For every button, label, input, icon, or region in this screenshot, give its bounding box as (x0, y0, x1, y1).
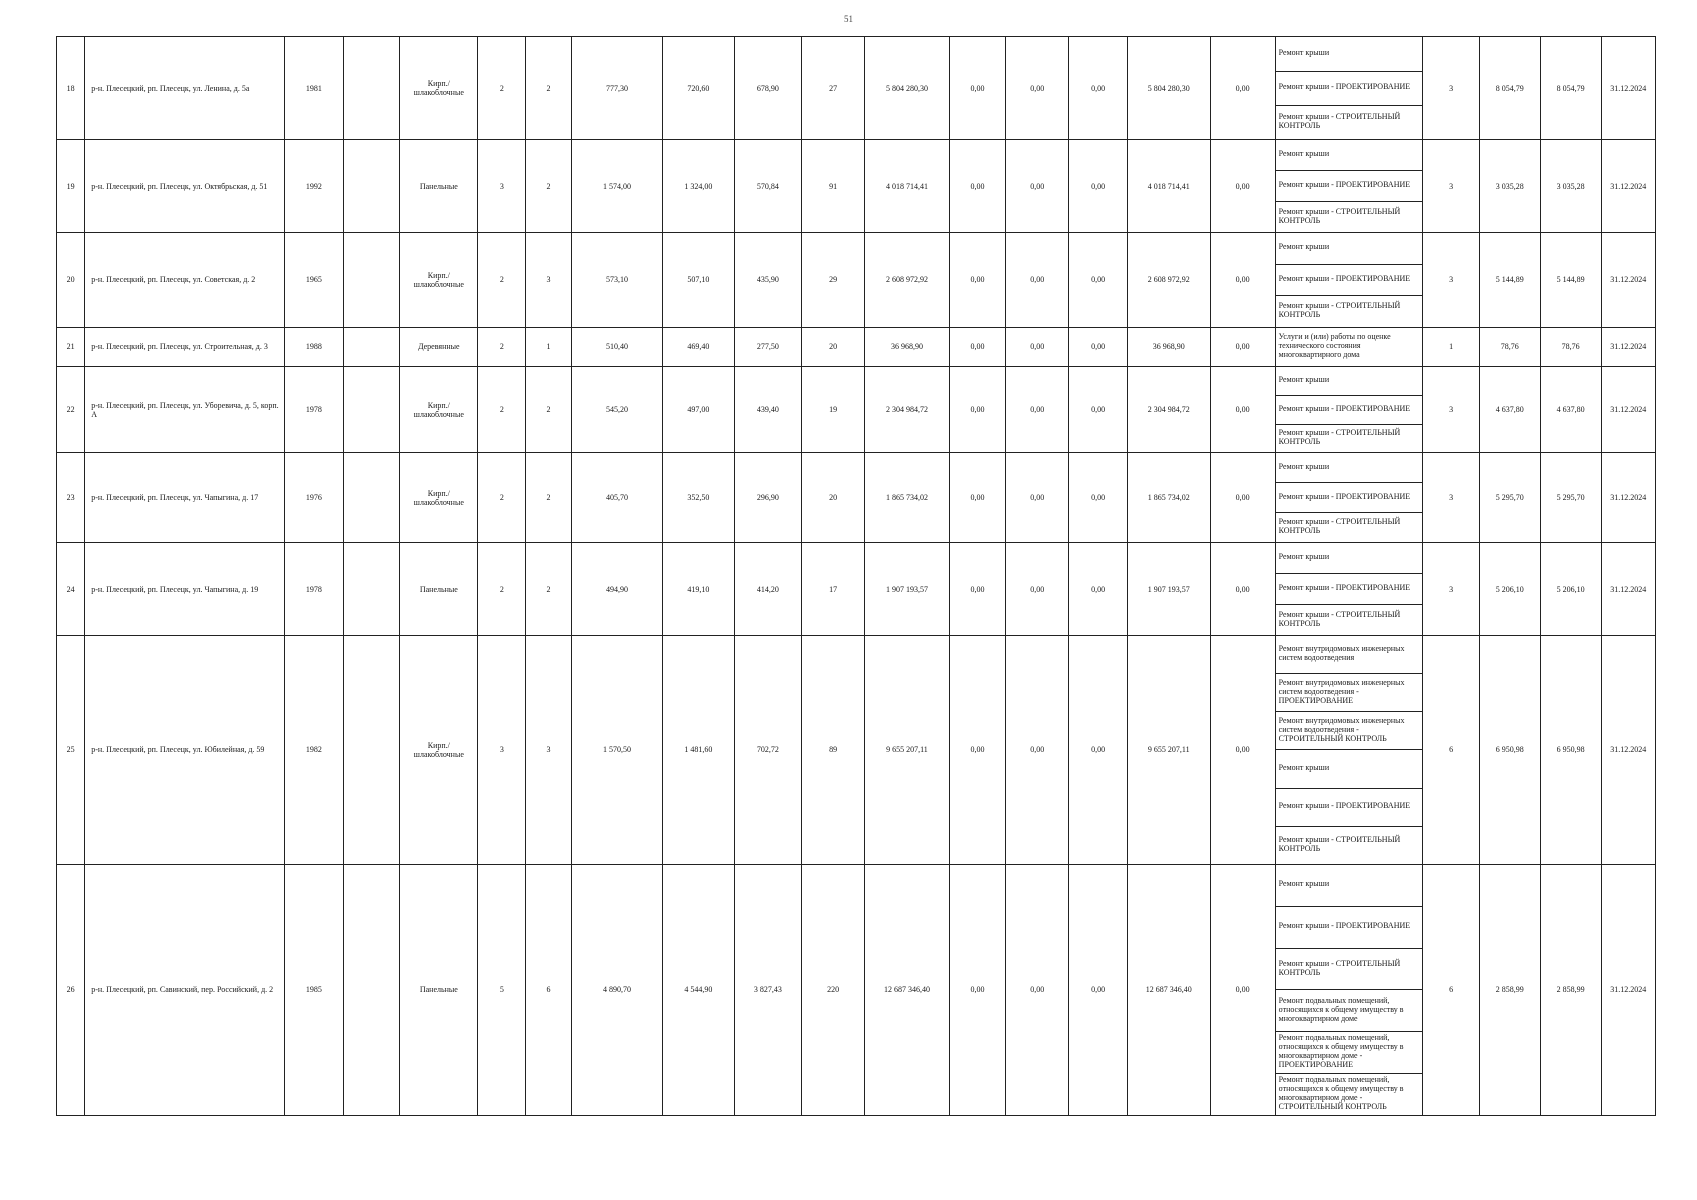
unit-cost-max-cell: 78,76 (1540, 327, 1601, 367)
row-number: 18 (57, 37, 85, 140)
unit-cost-cell: 4 637,80 (1479, 367, 1540, 453)
cost-regional-cell: 0,00 (1006, 367, 1069, 453)
unit-cost-cell: 2 858,99 (1479, 864, 1540, 1115)
year-built-cell: 1988 (285, 327, 344, 367)
row-number: 22 (57, 367, 85, 453)
cost-other-cell: 0,00 (1210, 327, 1275, 367)
work-item: Ремонт крыши - СТРОИТЕЛЬНЫЙ КОНТРОЛЬ (1276, 826, 1423, 864)
wall-material-cell: Кирп./ шлакоблочные (400, 367, 478, 453)
works-cell (1275, 543, 1423, 635)
unit-cost-max-cell: 5 206,10 (1540, 543, 1601, 635)
works-cell (1275, 864, 1423, 1115)
cost-other-cell: 0,00 (1210, 140, 1275, 232)
works-list (1276, 453, 1423, 542)
work-item: Ремонт крыши - ПРОЕКТИРОВАНИЕ (1276, 264, 1423, 296)
last-repair-year-cell (343, 367, 399, 453)
unit-cost-cell: 3 035,28 (1479, 140, 1540, 232)
unit-cost-cell: 8 054,79 (1479, 37, 1540, 140)
cost-total-cell: 1 907 193,57 (865, 543, 950, 635)
work-item: Ремонт крыши (1278, 375, 1330, 385)
year-built-cell: 1978 (285, 543, 344, 635)
works-count-cell: 6 (1423, 635, 1479, 864)
area-total-cell: 405,70 (571, 453, 662, 543)
works-cell (1275, 140, 1423, 232)
work-item: Ремонт внутридомовых инженерных систем водоотведения - ПРОЕКТИРОВАНИЕ (1276, 673, 1423, 711)
table-row (57, 864, 1656, 1115)
area-total-cell: 573,10 (571, 232, 662, 327)
entrances-cell: 2 (526, 543, 572, 635)
works-count-cell: 3 (1423, 37, 1479, 140)
work-item: Ремонт крыши - ПРОЕКТИРОВАНИЕ (1276, 906, 1423, 948)
works-cell (1275, 37, 1423, 140)
cost-other-cell: 0,00 (1210, 232, 1275, 327)
deadline-cell: 31.12.2024 (1601, 327, 1655, 367)
deadline-cell: 31.12.2024 (1601, 453, 1655, 543)
table-row (57, 140, 1656, 232)
area-residential-cell: 435,90 (734, 232, 801, 327)
area-living-cell: 720,60 (663, 37, 735, 140)
cost-federal-cell: 0,00 (949, 232, 1005, 327)
cost-local-cell: 0,00 (1069, 140, 1128, 232)
works-count-cell: 1 (1423, 327, 1479, 367)
last-repair-year-cell (343, 543, 399, 635)
last-repair-year-cell (343, 232, 399, 327)
floors-cell: 3 (478, 635, 526, 864)
works-cell (1275, 453, 1423, 543)
residents-cell: 19 (802, 367, 865, 453)
cost-federal-cell: 0,00 (949, 453, 1005, 543)
cost-total-cell: 12 687 346,40 (865, 864, 950, 1115)
year-built-cell: 1978 (285, 367, 344, 453)
cost-total-cell: 1 865 734,02 (865, 453, 950, 543)
cost-owners-cell: 9 655 207,11 (1127, 635, 1210, 864)
work-item: Ремонт крыши - СТРОИТЕЛЬНЫЙ КОНТРОЛЬ (1276, 105, 1423, 140)
deadline-cell: 31.12.2024 (1601, 140, 1655, 232)
address-cell: р-н. Плесецкий, рп. Плесецк, ул. Октябрьская, д. 51 (85, 140, 285, 232)
cost-other-cell: 0,00 (1210, 864, 1275, 1115)
works-count-cell: 3 (1423, 140, 1479, 232)
entrances-cell: 2 (526, 367, 572, 453)
address-cell: р-н. Плесецкий, рп. Плесецк, ул. Строительная, д. 3 (85, 327, 285, 367)
table-row (57, 37, 1656, 140)
cost-local-cell: 0,00 (1069, 367, 1128, 453)
wall-material-cell: Панельные (400, 864, 478, 1115)
cost-regional-cell: 0,00 (1006, 327, 1069, 367)
row-number: 21 (57, 327, 85, 367)
year-built-cell: 1982 (285, 635, 344, 864)
entrances-cell: 3 (526, 232, 572, 327)
cost-local-cell: 0,00 (1069, 635, 1128, 864)
work-item: Ремонт крыши (1278, 461, 1330, 471)
work-item: Ремонт крыши (1278, 47, 1330, 57)
works-list (1276, 37, 1423, 139)
unit-cost-max-cell: 6 950,98 (1540, 635, 1601, 864)
last-repair-year-cell (343, 140, 399, 232)
work-item: Ремонт крыши - ПРОЕКТИРОВАНИЕ (1276, 573, 1423, 604)
area-total-cell: 494,90 (571, 543, 662, 635)
unit-cost-cell: 5 206,10 (1479, 543, 1540, 635)
cost-total-cell: 2 304 984,72 (865, 367, 950, 453)
area-total-cell: 1 570,50 (571, 635, 662, 864)
cost-owners-cell: 1 865 734,02 (1127, 453, 1210, 543)
unit-cost-max-cell: 5 144,89 (1540, 232, 1601, 327)
cost-other-cell: 0,00 (1210, 543, 1275, 635)
entrances-cell: 6 (526, 864, 572, 1115)
table-row (57, 453, 1656, 543)
cost-owners-cell: 2 304 984,72 (1127, 367, 1210, 453)
area-total-cell: 545,20 (571, 367, 662, 453)
works-list (1276, 140, 1423, 231)
deadline-cell: 31.12.2024 (1601, 37, 1655, 140)
cost-owners-cell: 5 804 280,30 (1127, 37, 1210, 140)
unit-cost-max-cell: 3 035,28 (1540, 140, 1601, 232)
cost-total-cell: 9 655 207,11 (865, 635, 950, 864)
work-item: Ремонт крыши - ПРОЕКТИРОВАНИЕ (1276, 395, 1423, 424)
unit-cost-max-cell: 4 637,80 (1540, 367, 1601, 453)
area-living-cell: 1 481,60 (663, 635, 735, 864)
floors-cell: 2 (478, 327, 526, 367)
work-item: Ремонт крыши - ПРОЕКТИРОВАНИЕ (1276, 71, 1423, 106)
cost-owners-cell: 4 018 714,41 (1127, 140, 1210, 232)
works-count-cell: 3 (1423, 543, 1479, 635)
floors-cell: 2 (478, 232, 526, 327)
unit-cost-cell: 6 950,98 (1479, 635, 1540, 864)
work-item: Услуги и (или) работы по оценке технического состояния многоквартирного дома (1278, 332, 1391, 359)
year-built-cell: 1992 (285, 140, 344, 232)
last-repair-year-cell (343, 635, 399, 864)
table-row (57, 543, 1656, 635)
area-living-cell: 1 324,00 (663, 140, 735, 232)
work-item: Ремонт крыши (1278, 552, 1330, 562)
residents-cell: 20 (802, 327, 865, 367)
works-cell (1275, 635, 1423, 864)
year-built-cell: 1985 (285, 864, 344, 1115)
area-living-cell: 352,50 (663, 453, 735, 543)
work-item: Ремонт крыши - СТРОИТЕЛЬНЫЙ КОНТРОЛЬ (1276, 201, 1423, 232)
wall-material-cell: Кирп./ шлакоблочные (400, 232, 478, 327)
entrances-cell: 2 (526, 453, 572, 543)
address-cell: р-н. Плесецкий, рп. Плесецк, ул. Уборевича, д. 5, корп. А (85, 367, 285, 453)
year-built-cell: 1965 (285, 232, 344, 327)
unit-cost-max-cell: 5 295,70 (1540, 453, 1601, 543)
year-built-cell: 1976 (285, 453, 344, 543)
unit-cost-max-cell: 2 858,99 (1540, 864, 1601, 1115)
residents-cell: 91 (802, 140, 865, 232)
work-item: Ремонт крыши (1276, 749, 1423, 787)
work-item: Ремонт крыши - ПРОЕКТИРОВАНИЕ (1276, 170, 1423, 201)
residents-cell: 29 (802, 232, 865, 327)
cost-owners-cell: 2 608 972,92 (1127, 232, 1210, 327)
cost-other-cell: 0,00 (1210, 635, 1275, 864)
work-item: Ремонт подвальных помещений, относящихся к общему имуществу в многоквартирном доме (1276, 989, 1423, 1031)
residents-cell: 20 (802, 453, 865, 543)
last-repair-year-cell (343, 37, 399, 140)
deadline-cell: 31.12.2024 (1601, 635, 1655, 864)
cost-total-cell: 36 968,90 (865, 327, 950, 367)
cost-other-cell: 0,00 (1210, 367, 1275, 453)
residents-cell: 220 (802, 864, 865, 1115)
cost-federal-cell: 0,00 (949, 140, 1005, 232)
area-residential-cell: 3 827,43 (734, 864, 801, 1115)
cost-total-cell: 4 018 714,41 (865, 140, 950, 232)
works-list (1276, 543, 1423, 634)
floors-cell: 3 (478, 140, 526, 232)
table-body (57, 37, 1656, 1116)
address-cell: р-н. Плесецкий, рп. Плесецк, ул. Чапыгина, д. 19 (85, 543, 285, 635)
area-total-cell: 510,40 (571, 327, 662, 367)
cost-regional-cell: 0,00 (1006, 140, 1069, 232)
works-count-cell: 6 (1423, 864, 1479, 1115)
area-living-cell: 419,10 (663, 543, 735, 635)
area-total-cell: 4 890,70 (571, 864, 662, 1115)
works-list (1276, 636, 1423, 864)
work-item: Ремонт крыши - ПРОЕКТИРОВАНИЕ (1276, 482, 1423, 512)
row-number: 19 (57, 140, 85, 232)
residents-cell: 89 (802, 635, 865, 864)
floors-cell: 2 (478, 543, 526, 635)
cost-owners-cell: 1 907 193,57 (1127, 543, 1210, 635)
cost-local-cell: 0,00 (1069, 864, 1128, 1115)
works-list (1276, 865, 1423, 1115)
residents-cell: 17 (802, 543, 865, 635)
deadline-cell: 31.12.2024 (1601, 367, 1655, 453)
work-item: Ремонт крыши - ПРОЕКТИРОВАНИЕ (1276, 788, 1423, 826)
works-count-cell: 3 (1423, 232, 1479, 327)
area-living-cell: 507,10 (663, 232, 735, 327)
wall-material-cell: Кирп./ шлакоблочные (400, 453, 478, 543)
area-residential-cell: 277,50 (734, 327, 801, 367)
entrances-cell: 3 (526, 635, 572, 864)
area-residential-cell: 296,90 (734, 453, 801, 543)
last-repair-year-cell (343, 453, 399, 543)
work-item: Ремонт внутридомовых инженерных систем водоотведения (1278, 644, 1405, 662)
residents-cell: 27 (802, 37, 865, 140)
cost-local-cell: 0,00 (1069, 453, 1128, 543)
floors-cell: 5 (478, 864, 526, 1115)
cost-local-cell: 0,00 (1069, 327, 1128, 367)
wall-material-cell: Панельные (400, 543, 478, 635)
unit-cost-cell: 5 295,70 (1479, 453, 1540, 543)
cost-other-cell: 0,00 (1210, 37, 1275, 140)
area-residential-cell: 570,84 (734, 140, 801, 232)
address-cell: р-н. Плесецкий, рп. Плесецк, ул. Чапыгина, д. 17 (85, 453, 285, 543)
address-cell: р-н. Плесецкий, рп. Плесецк, ул. Советская, д. 2 (85, 232, 285, 327)
cost-owners-cell: 12 687 346,40 (1127, 864, 1210, 1115)
address-cell: р-н. Плесецкий, рп. Плесецк, ул. Юбилейная, д. 59 (85, 635, 285, 864)
work-item: Ремонт крыши - СТРОИТЕЛЬНЫЙ КОНТРОЛЬ (1276, 295, 1423, 327)
table-row (57, 367, 1656, 453)
row-number: 26 (57, 864, 85, 1115)
address-cell: р-н. Плесецкий, рп. Савинский, пер. Российский, д. 2 (85, 864, 285, 1115)
cost-other-cell: 0,00 (1210, 453, 1275, 543)
area-total-cell: 1 574,00 (571, 140, 662, 232)
deadline-cell: 31.12.2024 (1601, 543, 1655, 635)
work-item: Ремонт крыши (1278, 242, 1330, 252)
works-list (1276, 367, 1423, 452)
unit-cost-cell: 78,76 (1479, 327, 1540, 367)
works-cell (1275, 232, 1423, 327)
entrances-cell: 2 (526, 140, 572, 232)
cost-regional-cell: 0,00 (1006, 635, 1069, 864)
wall-material-cell: Кирп./ шлакоблочные (400, 37, 478, 140)
area-residential-cell: 678,90 (734, 37, 801, 140)
work-item: Ремонт внутридомовых инженерных систем водоотведения - СТРОИТЕЛЬНЫЙ КОНТРОЛЬ (1276, 711, 1423, 749)
entrances-cell: 2 (526, 37, 572, 140)
cost-local-cell: 0,00 (1069, 232, 1128, 327)
area-living-cell: 4 544,90 (663, 864, 735, 1115)
works-count-cell: 3 (1423, 367, 1479, 453)
area-living-cell: 497,00 (663, 367, 735, 453)
cost-owners-cell: 36 968,90 (1127, 327, 1210, 367)
last-repair-year-cell (343, 327, 399, 367)
area-total-cell: 777,30 (571, 37, 662, 140)
works-cell (1275, 327, 1423, 367)
area-residential-cell: 414,20 (734, 543, 801, 635)
work-item: Ремонт крыши - СТРОИТЕЛЬНЫЙ КОНТРОЛЬ (1276, 424, 1423, 453)
work-item: Ремонт крыши - СТРОИТЕЛЬНЫЙ КОНТРОЛЬ (1276, 512, 1423, 542)
wall-material-cell: Деревянные (400, 327, 478, 367)
deadline-cell: 31.12.2024 (1601, 864, 1655, 1115)
area-residential-cell: 439,40 (734, 367, 801, 453)
floors-cell: 2 (478, 453, 526, 543)
row-number: 25 (57, 635, 85, 864)
area-living-cell: 469,40 (663, 327, 735, 367)
work-item: Ремонт подвальных помещений, относящихся к общему имуществу в многоквартирном доме - ПРОЕКТИРОВАНИЕ (1276, 1031, 1423, 1073)
row-number: 24 (57, 543, 85, 635)
work-item: Ремонт крыши - СТРОИТЕЛЬНЫЙ КОНТРОЛЬ (1276, 948, 1423, 990)
floors-cell: 2 (478, 37, 526, 140)
cost-federal-cell: 0,00 (949, 864, 1005, 1115)
floors-cell: 2 (478, 367, 526, 453)
table-row (57, 232, 1656, 327)
works-count-cell: 3 (1423, 453, 1479, 543)
cost-local-cell: 0,00 (1069, 37, 1128, 140)
table-row (57, 327, 1656, 367)
work-item: Ремонт крыши - СТРОИТЕЛЬНЫЙ КОНТРОЛЬ (1276, 604, 1423, 635)
entrances-cell: 1 (526, 327, 572, 367)
address-cell: р-н. Плесецкий, рп. Плесецк, ул. Ленина, д. 5а (85, 37, 285, 140)
works-cell (1275, 367, 1423, 453)
cost-federal-cell: 0,00 (949, 367, 1005, 453)
row-number: 23 (57, 453, 85, 543)
year-built-cell: 1981 (285, 37, 344, 140)
area-residential-cell: 702,72 (734, 635, 801, 864)
cost-regional-cell: 0,00 (1006, 864, 1069, 1115)
cost-total-cell: 5 804 280,30 (865, 37, 950, 140)
unit-cost-cell: 5 144,89 (1479, 232, 1540, 327)
wall-material-cell: Кирп./ шлакоблочные (400, 635, 478, 864)
table-row (57, 635, 1656, 864)
cost-regional-cell: 0,00 (1006, 232, 1069, 327)
row-number: 20 (57, 232, 85, 327)
cost-regional-cell: 0,00 (1006, 37, 1069, 140)
cost-federal-cell: 0,00 (949, 543, 1005, 635)
repair-register-table (56, 36, 1656, 1116)
work-item: Ремонт крыши (1278, 149, 1330, 159)
work-item: Ремонт подвальных помещений, относящихся к общему имуществу в многоквартирном доме - СТРОИТЕЛЬНЫЙ КОНТРОЛЬ (1276, 1073, 1423, 1115)
wall-material-cell: Панельные (400, 140, 478, 232)
cost-regional-cell: 0,00 (1006, 453, 1069, 543)
works-list (1276, 328, 1423, 367)
cost-local-cell: 0,00 (1069, 543, 1128, 635)
cost-total-cell: 2 608 972,92 (865, 232, 950, 327)
works-list (1276, 233, 1423, 327)
deadline-cell: 31.12.2024 (1601, 232, 1655, 327)
last-repair-year-cell (343, 864, 399, 1115)
cost-federal-cell: 0,00 (949, 327, 1005, 367)
cost-federal-cell: 0,00 (949, 635, 1005, 864)
unit-cost-max-cell: 8 054,79 (1540, 37, 1601, 140)
work-item: Ремонт крыши (1278, 879, 1330, 889)
cost-federal-cell: 0,00 (949, 37, 1005, 140)
cost-regional-cell: 0,00 (1006, 543, 1069, 635)
page-number: 51 (844, 14, 853, 24)
